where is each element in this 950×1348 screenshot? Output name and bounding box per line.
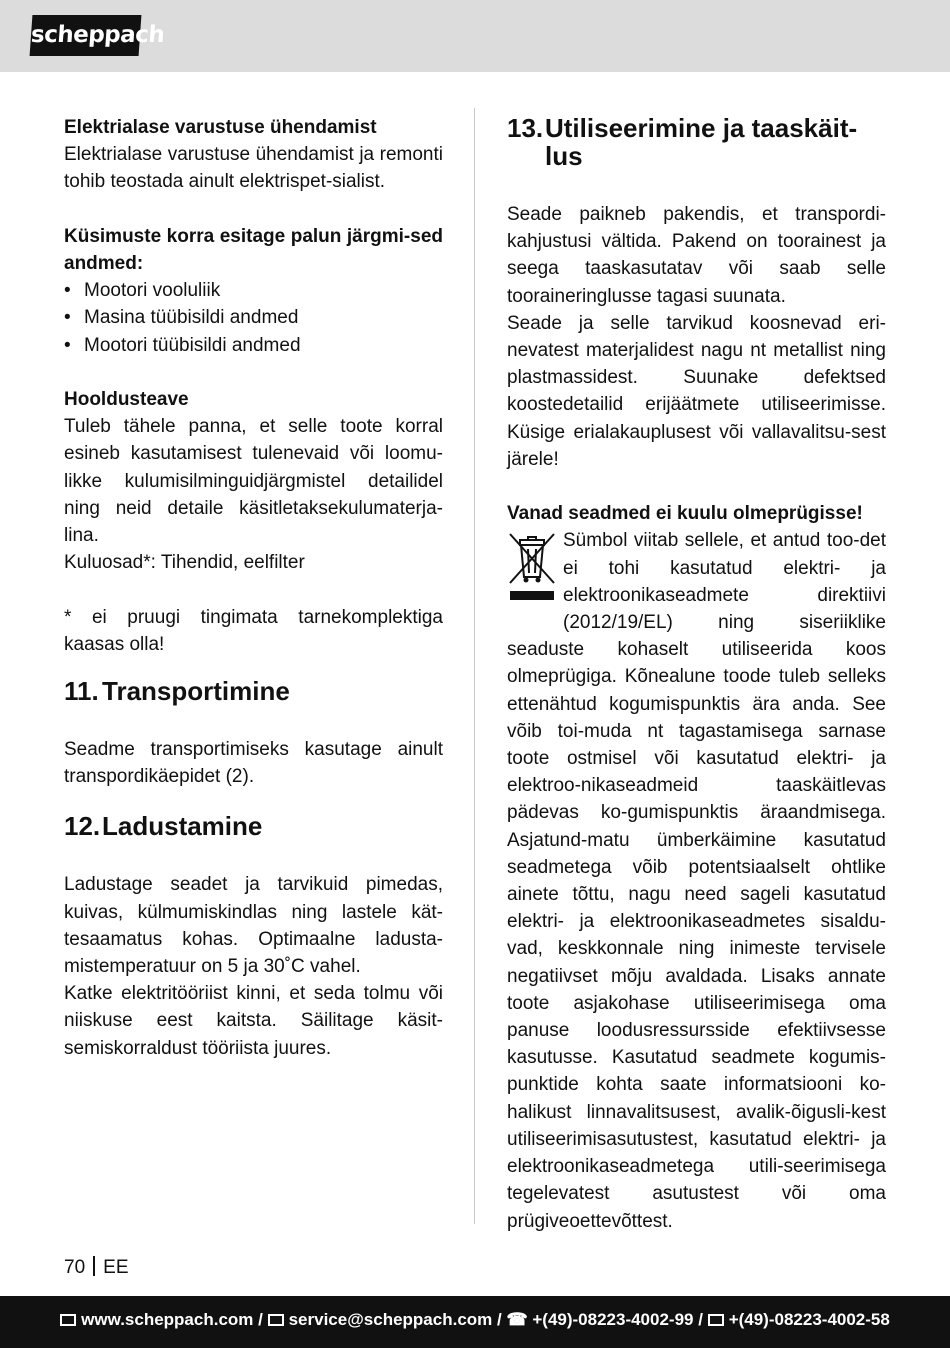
fax-icon [708, 1314, 724, 1326]
column-divider [474, 108, 475, 1224]
email-link[interactable]: service@scheppach.com / [288, 1310, 502, 1329]
heading-title: Ladustamine [102, 811, 263, 842]
disposal-text-1: Seade paikneb pakendis, et transpordi-kahjustusi vältida. Pakend on toorainest ja seega taaskasutatav või saab selle tooraineringlusse tagasi suunata. [507, 204, 886, 307]
list-item: • Masina tüübisildi andmed [64, 304, 443, 331]
heading-transport [64, 677, 443, 705]
contact-bar [0, 1296, 950, 1348]
separator-bar [93, 1256, 95, 1276]
left-column [64, 114, 443, 1062]
section-title-electrical: Elektrialase varustuse ühendamist [64, 117, 377, 138]
list-item: • Mootori tüübisildi andmed [64, 332, 443, 359]
footnote-text: * ei pruugi tingimata tarnekomplektiga kaasas olla! [64, 606, 443, 655]
heading-title: Utiliseerimine ja taaskäit-lus [545, 113, 858, 171]
storage-text-2: Katke elektritööriist kinni, et seda tolmu või niiskuse eest kaitsta. Säilitage käsit-semiskorraldust tööriista juures. [64, 983, 443, 1059]
website-link[interactable]: www.scheppach.com / [81, 1310, 263, 1329]
heading-storage [64, 812, 443, 840]
weee-text: Sümbol viitab sellele, et antud too-det ei tohi kasutatud elektri- ja elektroonikaseadmete direktiivi (2012/19/EL) ning siseriiklike seaduste kohaselt utiliseerida koos olmeprügiga. Kõnealune toode tuleb selleks ettenähtud kogumispunktis ära anda. See võib toi-muda nt tagastamisega sarnase toote ostmisel või kasutatud elektri- ja elektroo-nikaseadmeid taaskäitlevas pädevas ko-gumispunktis äraandmisega. Asjatund-matu ümberkäimine kasutatud seadmetega võib potentsiaalselt ohtlike ainete tõttu, nagu need sageli kasutatud elektri- ja elektroonikaseadmetes sisaldu-vad, keskkonnale ning inimeste tervisele negatiivset mõju avaldada. Lisaks annate toote asjakohase utiliseerimisega oma panuse loodusressursside efektiivsesse kasutusse. Kasutatud seadmete kogumis-punktide kohta saate informatsiooni ko-halikust linnavalitsusest, avalik-õigusli-kest utiliseerimisasutustest, kasutatud elektri- ja elektroonikaseadmetega utili-seerimisega tegelevatest asutustest või oma prügiveoettevõttest. [507, 530, 886, 1232]
language-code: EE [103, 1257, 129, 1278]
list-item: • Mootori vooluliik [64, 277, 443, 304]
questions-list [64, 277, 443, 359]
wear-parts-text: Kuluosad*: Tihendid, eelfilter [64, 552, 305, 574]
heading-number: 13. [507, 113, 544, 143]
section-title-questions: Küsimuste korra esitage palun järgmi-sed andmed: [64, 225, 443, 274]
section-title-service: Hooldusteave [64, 389, 189, 410]
brand-logo: scheppach [30, 15, 142, 56]
right-column [507, 114, 886, 1235]
heading-title: Transportimine [102, 676, 290, 707]
mail-icon [268, 1314, 284, 1326]
heading-number: 12. [64, 811, 101, 842]
transport-text: Seadme transportimiseks kasutage ainult transpordikäepidet (2). [64, 739, 443, 788]
section-text-electrical: Elektrialase varustuse ühendamist ja remonti tohib teostada ainult elektrispet-sialist. [64, 144, 443, 193]
weee-title: Vanad seadmed ei kuulu olmeprügisse! [507, 503, 863, 525]
heading-number: 11. [64, 676, 99, 707]
section-text-service: Tuleb tähele panna, et selle toote korral esineb kasutamisest tulenevaid või loomu-likke kulumisilminguidjärgmistel detailidel ning neid detaile käsitletaksekulumaterja-lina. [64, 416, 443, 547]
disposal-text-2: Seade ja selle tarvikud koosnevad eri-nevatest materjalidest nagu nt metallist ning plastmassidest. Suunake defektsed koostedetailid erijäätmete utiliseerimisse. Küsige erialakauplusest või vallavalitsu-sest järele! [507, 312, 886, 470]
computer-icon [60, 1314, 76, 1326]
phone-number: ☎ +(49)-08223-4002-99 / [506, 1310, 703, 1329]
storage-text: Ladustage seadet ja tarvikuid pimedas, kuivas, külmumiskindlas ning lastele kät-tesaamatus kohas. Optimaalne ladusta-mistemperatuur on 5 ja 30˚C vahel. [64, 874, 443, 978]
crossed-bin-icon [507, 531, 557, 611]
heading-disposal [507, 114, 886, 170]
page-number: 70 [64, 1257, 86, 1278]
page-footer-label [64, 1256, 129, 1280]
fax-number: +(49)-08223-4002-58 [728, 1310, 890, 1329]
